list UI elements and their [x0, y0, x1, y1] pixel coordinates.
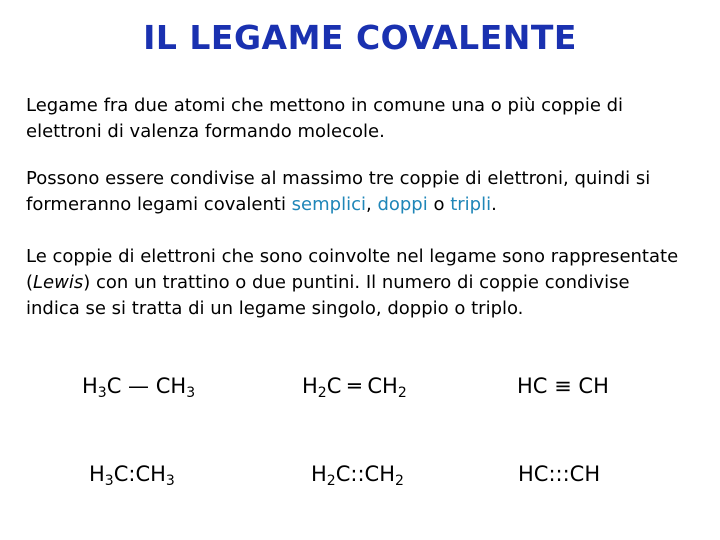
paragraph-bond-types [26, 166, 686, 218]
paragraph-lewis [26, 244, 686, 322]
bond-types-intro: Possono essere condivise al massimo tre coppie di elettroni, quindi si formeranno legami covalenti [26, 168, 651, 215]
formula-single-bond-line: $H_3C$ — $CH_3$ [82, 374, 196, 401]
bond-type-simple: semplici [291, 194, 366, 215]
bond-type-double: doppi [377, 194, 428, 215]
formula-double-bond-line: $H_2C$ ═ $CH_2$ [302, 374, 407, 401]
formula-single-bond-dots: $H_3C:CH_3$ [89, 462, 175, 489]
lewis-term: Lewis [33, 272, 84, 293]
lewis-part1: Le coppie di elettroni che sono coinvolte nel legame sono rappresentate ( [26, 246, 679, 293]
slide-title: IL LEGAME COVALENTE [143, 18, 577, 57]
bond-types-or: o [427, 194, 451, 215]
bond-types-end: . [491, 194, 497, 215]
bond-types-comma: , [365, 194, 378, 215]
formula-triple-bond-dots: HC:::CH [518, 462, 601, 486]
formula-double-bond-dots: $H_2C::CH_2$ [311, 462, 404, 489]
paragraph-definition: Legame fra due atomi che mettono in comune una o più coppie di elettroni di valenza formando molecole. [26, 95, 624, 142]
bond-type-triple: tripli [450, 194, 492, 215]
formula-triple-bond-line: HC ≡ CH [517, 374, 609, 398]
lewis-part2: ) con un trattino o due puntini. Il numero di coppie condivise indica se si tratta di un legame singolo, doppio o triplo. [26, 272, 630, 319]
